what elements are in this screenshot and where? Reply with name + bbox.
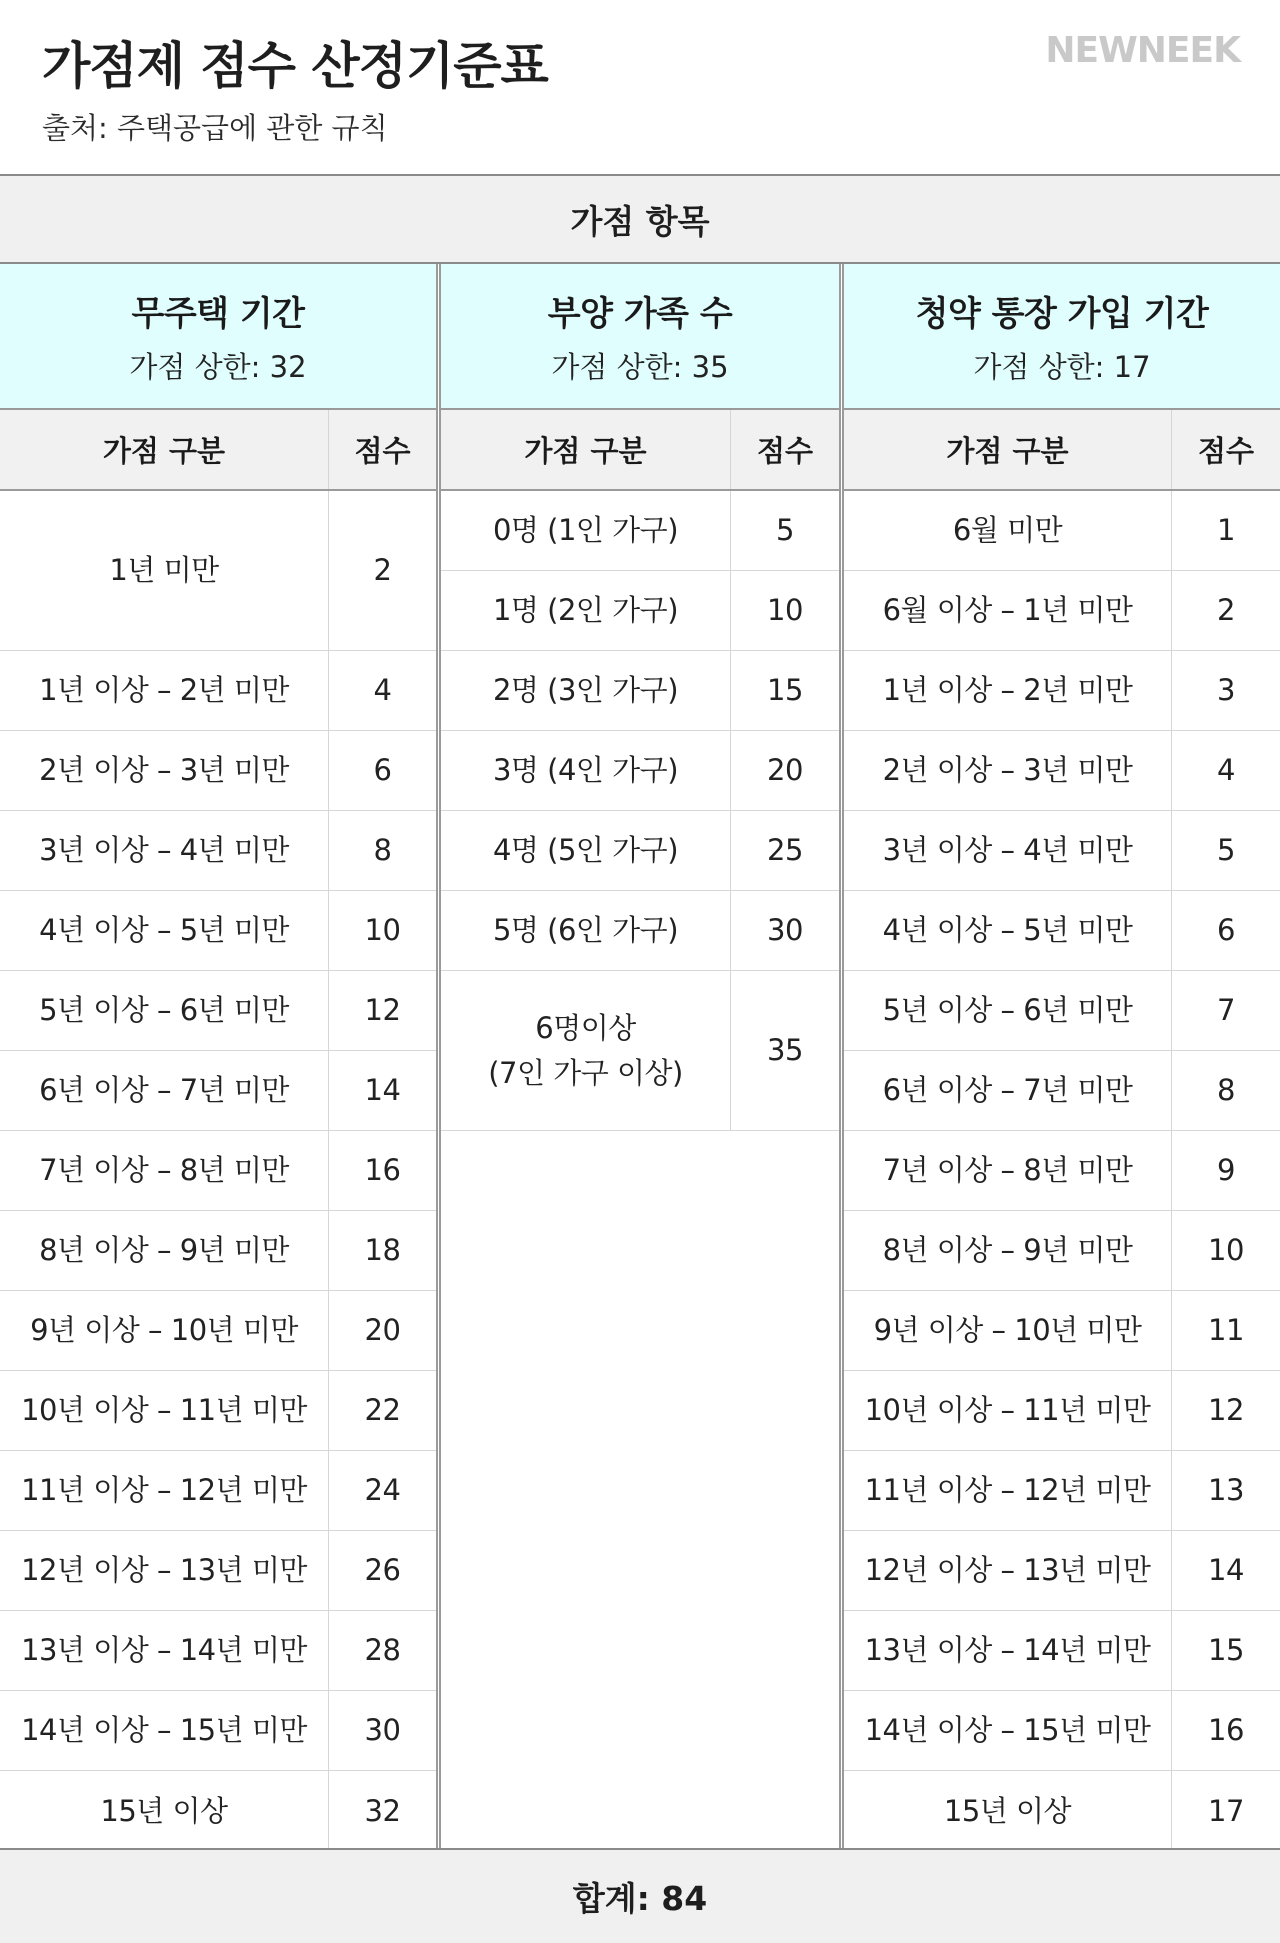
row-score: 32 (364, 1793, 401, 1828)
row-score: 2 (1217, 593, 1235, 628)
row-score: 25 (767, 833, 803, 868)
table-row (0, 491, 436, 651)
table-row (441, 891, 839, 971)
page-header (0, 0, 1280, 174)
row-label: 3명 (4인 가구) (441, 731, 731, 810)
table-row (844, 891, 1280, 971)
table-header (441, 410, 839, 491)
table-body (0, 491, 436, 1851)
row-score: 30 (767, 913, 803, 948)
newneek-logo: NEWNEEK (1045, 30, 1240, 71)
row-label-line1: 6명이상 (535, 1010, 636, 1045)
category-header (0, 264, 436, 410)
row-score: 16 (1208, 1713, 1244, 1748)
table-header (844, 410, 1280, 491)
row-score: 26 (364, 1553, 401, 1588)
table-body (844, 491, 1280, 1851)
row-label: 15년 이상 (0, 1771, 329, 1851)
table-row (0, 731, 436, 811)
table-row (0, 651, 436, 731)
table-row (844, 971, 1280, 1051)
row-score: 16 (364, 1153, 401, 1188)
table-row (844, 1291, 1280, 1371)
row-score: 8 (373, 833, 392, 868)
row-label: 10년 이상 – 11년 미만 (0, 1371, 329, 1450)
row-label: 9년 이상 – 10년 미만 (0, 1291, 329, 1370)
score-column-header: 점수 (1197, 434, 1255, 468)
row-label: 1년 이상 – 2년 미만 (844, 651, 1172, 730)
category-header (441, 264, 839, 410)
row-label: 6년 이상 – 7년 미만 (0, 1051, 329, 1130)
category-cap: 가점 상한: 17 (973, 350, 1151, 384)
row-label: 11년 이상 – 12년 미만 (0, 1451, 329, 1530)
row-label: 0명 (1인 가구) (441, 491, 731, 570)
table-header (0, 410, 436, 491)
row-label: 4명 (5인 가구) (441, 811, 731, 890)
row-label: 7년 이상 – 8년 미만 (0, 1131, 329, 1210)
total-bar: 합계: 84 (0, 1848, 1280, 1943)
row-score: 6 (373, 753, 392, 788)
table-row (844, 1451, 1280, 1531)
table-row (0, 1771, 436, 1851)
category-cap: 가점 상한: 32 (129, 350, 307, 384)
row-label: 2년 이상 – 3년 미만 (0, 731, 329, 810)
row-label: 5명 (6인 가구) (441, 891, 731, 970)
table-row (844, 1531, 1280, 1611)
row-score: 28 (364, 1633, 401, 1668)
row-label: 13년 이상 – 14년 미만 (0, 1611, 329, 1690)
row-label: 12년 이상 – 13년 미만 (0, 1531, 329, 1610)
row-label: 4년 이상 – 5년 미만 (0, 891, 329, 970)
row-score: 4 (373, 673, 392, 708)
score-column-header: 점수 (354, 434, 411, 468)
table-row (0, 1211, 436, 1291)
table-row (0, 891, 436, 971)
table-row (844, 1771, 1280, 1851)
row-label: 1년 미만 (0, 491, 329, 650)
row-label: 7년 이상 – 8년 미만 (844, 1131, 1172, 1210)
label-column-header: 가점 구분 (441, 410, 731, 489)
category-name: 청약 통장 가입 기간 (915, 294, 1209, 334)
table-row (441, 491, 839, 571)
page-title: 가점제 점수 산정기준표 (42, 37, 548, 95)
row-score: 20 (364, 1313, 401, 1348)
table-row (844, 491, 1280, 571)
row-label: 11년 이상 – 12년 미만 (844, 1451, 1172, 1530)
table-row (441, 811, 839, 891)
table-row (441, 971, 839, 1131)
table-row (844, 731, 1280, 811)
row-label: 5년 이상 – 6년 미만 (844, 971, 1172, 1050)
row-score: 2 (373, 553, 392, 588)
row-label: 13년 이상 – 14년 미만 (844, 1611, 1172, 1690)
row-score: 11 (1208, 1313, 1244, 1348)
row-score: 17 (1208, 1793, 1244, 1828)
table-row (0, 1451, 436, 1531)
table-row (0, 1051, 436, 1131)
table-row (0, 1691, 436, 1771)
row-score: 24 (364, 1473, 401, 1508)
table-row (441, 571, 839, 651)
row-score: 14 (364, 1073, 401, 1108)
row-score: 18 (364, 1233, 401, 1268)
row-score: 9 (1217, 1153, 1235, 1188)
column-dependents (441, 264, 839, 1848)
table-row (844, 571, 1280, 651)
row-score: 8 (1217, 1073, 1235, 1108)
row-score: 15 (1208, 1633, 1244, 1668)
row-score: 10 (1208, 1233, 1244, 1268)
row-label-line2: (7인 가구 이상) (488, 1055, 683, 1090)
row-label: 8년 이상 – 9년 미만 (844, 1211, 1172, 1290)
row-score: 5 (776, 513, 794, 548)
row-label: 1명 (2인 가구) (441, 571, 731, 650)
row-score: 13 (1208, 1473, 1244, 1508)
row-score: 12 (364, 993, 401, 1028)
table-row (844, 1051, 1280, 1131)
row-score: 12 (1208, 1393, 1244, 1428)
row-score: 1 (1217, 513, 1235, 548)
row-label: 15년 이상 (844, 1771, 1172, 1851)
row-score: 5 (1217, 833, 1235, 868)
table-row (844, 811, 1280, 891)
row-label: 14년 이상 – 15년 미만 (0, 1691, 329, 1770)
row-score: 10 (767, 593, 803, 628)
label-column-header: 가점 구분 (0, 410, 329, 489)
category-cap: 가점 상한: 35 (551, 350, 729, 384)
table-row (0, 1371, 436, 1451)
table-row (0, 811, 436, 891)
row-label: 1년 이상 – 2년 미만 (0, 651, 329, 730)
row-label: 3년 이상 – 4년 미만 (0, 811, 329, 890)
row-score: 14 (1208, 1553, 1244, 1588)
row-label: 3년 이상 – 4년 미만 (844, 811, 1172, 890)
row-label: 2년 이상 – 3년 미만 (844, 731, 1172, 810)
row-score: 35 (767, 1033, 803, 1068)
section-title: 가점 항목 (0, 174, 1280, 264)
category-header (844, 264, 1280, 410)
table-row (0, 1291, 436, 1371)
table-row (844, 1371, 1280, 1451)
column-homeless-period (0, 264, 436, 1848)
score-column-header: 점수 (756, 434, 814, 468)
row-score: 22 (364, 1393, 401, 1428)
table-row (0, 971, 436, 1051)
row-label (441, 971, 731, 1130)
table-row (441, 731, 839, 811)
row-label: 6년 이상 – 7년 미만 (844, 1051, 1172, 1130)
label-column-header: 가점 구분 (844, 410, 1172, 489)
row-score: 4 (1217, 753, 1235, 788)
table-row (0, 1531, 436, 1611)
row-score: 3 (1217, 673, 1235, 708)
table-row (441, 651, 839, 731)
table-row (844, 1691, 1280, 1771)
row-label: 6월 미만 (844, 491, 1172, 570)
table-row (844, 1131, 1280, 1211)
row-score: 7 (1217, 993, 1235, 1028)
row-label: 14년 이상 – 15년 미만 (844, 1691, 1172, 1770)
row-label: 12년 이상 – 13년 미만 (844, 1531, 1172, 1610)
row-label: 6월 이상 – 1년 미만 (844, 571, 1172, 650)
table-row (0, 1131, 436, 1211)
row-score: 10 (364, 913, 401, 948)
table-row (844, 1611, 1280, 1691)
row-score: 20 (767, 753, 803, 788)
row-score: 6 (1217, 913, 1235, 948)
table-body (441, 491, 839, 1131)
category-name: 부양 가족 수 (547, 294, 733, 334)
table-row (844, 1211, 1280, 1291)
row-label: 2명 (3인 가구) (441, 651, 731, 730)
category-name: 무주택 기간 (131, 294, 305, 334)
table-row (0, 1611, 436, 1691)
table-row (844, 651, 1280, 731)
row-label: 4년 이상 – 5년 미만 (844, 891, 1172, 970)
row-score: 30 (364, 1713, 401, 1748)
row-label: 10년 이상 – 11년 미만 (844, 1371, 1172, 1450)
row-label: 8년 이상 – 9년 미만 (0, 1211, 329, 1290)
source-note: 출처: 주택공급에 관한 규칙 (42, 111, 388, 145)
row-score: 15 (767, 673, 803, 708)
row-label: 9년 이상 – 10년 미만 (844, 1291, 1172, 1370)
row-label: 5년 이상 – 6년 미만 (0, 971, 329, 1050)
column-subscription-period (844, 264, 1280, 1848)
